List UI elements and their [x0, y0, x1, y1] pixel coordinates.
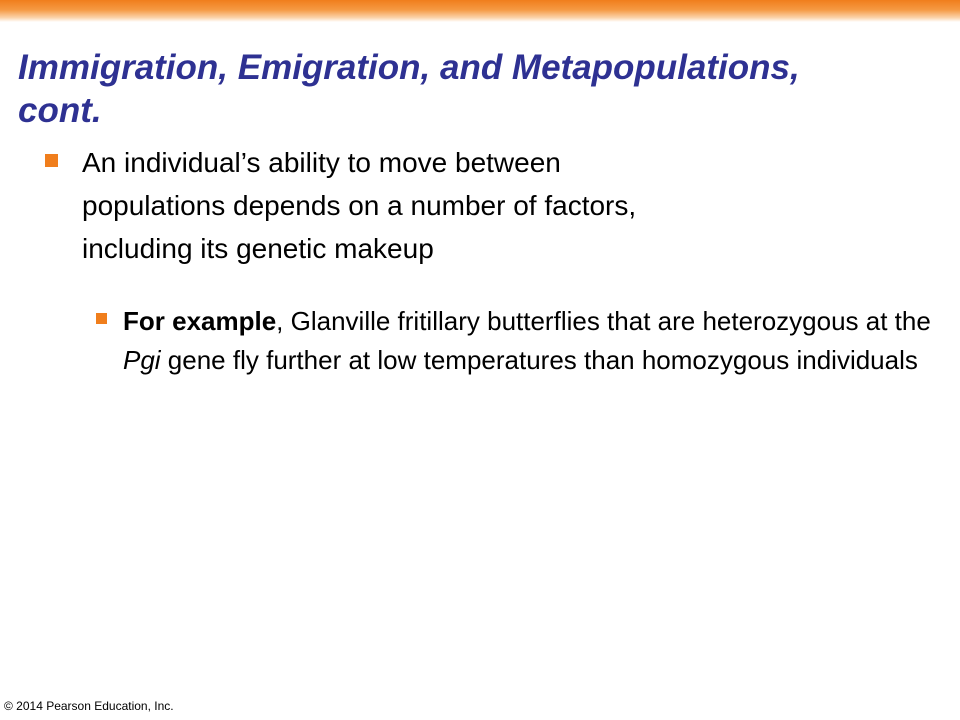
bullet-item: [45, 141, 925, 270]
square-bullet-icon: [45, 154, 58, 167]
sub-bullet-lead: For example: [123, 306, 277, 336]
sub-bullet-item: [96, 302, 936, 380]
square-bullet-icon: [96, 313, 107, 324]
sub-bullet-part1: , Glanville fritillary butterflies that are heterozygous at the: [276, 306, 931, 336]
header-gradient-bar: [0, 0, 960, 22]
sub-bullet-part2: gene fly further at low temperatures than homozygous individuals: [160, 345, 918, 375]
slide-title: Immigration, Emigration, and Metapopulations, cont.: [18, 48, 800, 130]
gene-name: Pgi: [123, 345, 161, 375]
bullet-text: An individual’s ability to move between populations depends on a number of factors, including its genetic makeup: [82, 147, 637, 264]
sub-bullet-text: [123, 302, 936, 380]
copyright-footer: © 2014 Pearson Education, Inc.: [4, 699, 174, 713]
